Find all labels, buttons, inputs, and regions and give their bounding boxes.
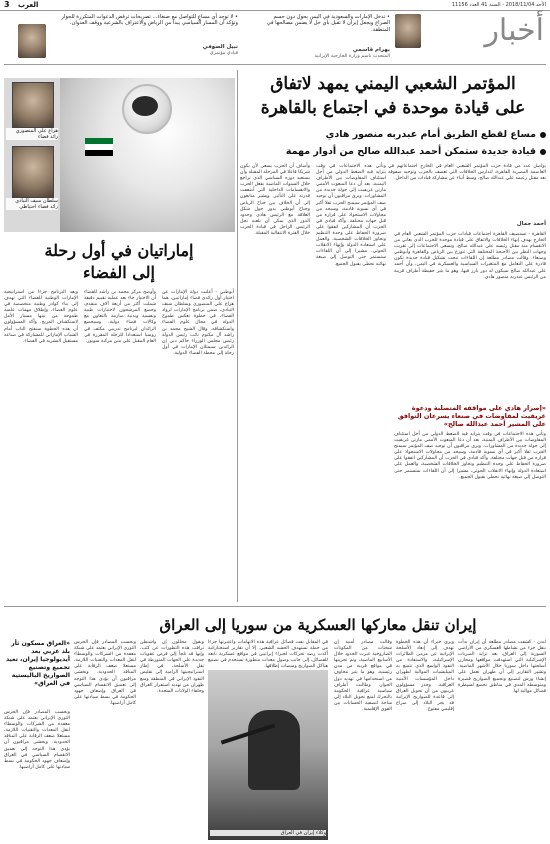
neyadi-portrait bbox=[12, 146, 54, 198]
uae-body-col-3: ويعد البرنامج جزءا من استراتيجية الإمارات الوطنية للفضاء التي تهدف إلى بناء كوادر وطنية متخصصة في علوم الفضاء، وإطلاق مهمات علمية طموحة من بينها مسبار الأمل لاستكشاف المريخ. وأكد المسؤولون أن هذه الخطوة ستفتح الباب أمام الشباب الإماراتي للمشاركة في صناعة مستقبل البشرية في الفضاء. bbox=[4, 290, 78, 344]
sufi-portrait bbox=[18, 24, 46, 58]
qasemi-portrait bbox=[395, 14, 421, 48]
iran-body-col-2: ويرى خبراء أن هذه الخطوة تهدف إلى إبعاد الأسلحة الإيرانية عن مرمى الطائرات الإسرائيلية، والاستفادة من النفوذ الواسع الذي تتمتع به الميليشيات الموالية لطهران داخل المؤسسات الأمنية العراقية. وحذر مسؤولون غربيون من أن تحويل العراق إلى قاعدة للصواريخ الإيرانية قد يجر البلاد إلى صراع إقليمي مفتوح. bbox=[396, 640, 454, 713]
iran-headline: إيران تنقل معاركها العسكرية من سوريا إلى العراق bbox=[159, 616, 477, 634]
uae-headline bbox=[4, 240, 234, 284]
iran-body-col-7: وبحسب المصادر فإن الحرس الثوري الإيراني يعتمد على شبكة معقدة من الشركات والوسطاء لنقل المعدات والتقنيات اللازمة، مستغلا ضعف الرقابة على المنافذ الحدودية. ويخشى مراقبون أن يؤدي هذا التوجه إلى تعميق الانقسام السياسي في العراق وإضعاف جهود الحكومة في بسط سيادتها على كامل أراضيها. bbox=[4, 710, 70, 770]
mansouri-caption: هزاع علي المنصوري رائد فضاء bbox=[6, 128, 58, 140]
quote-sufi-name: نبيل الصوفي bbox=[202, 44, 238, 50]
iran-body-col-3: وقالت مصادر أمنية إن شحنات من المكونات الصاروخية عبرت الحدود خلال الأسابيع الماضية، وتم تخزينها في مواقع قريبة من مدن رئيسية، وهو ما يثير مخاوف من استخدامها في تهديد دول الجوار. وطالبت أطراف سياسية عراقية الحكومة بالتحرك لمنع تحويل البلاد إلى ساحة لتصفية الحسابات بين القوى الإقليمية. bbox=[334, 640, 392, 713]
column-divider bbox=[237, 70, 238, 602]
main-headline-line-1: المؤتمر الشعبي اليمني يمهد لاتفاق bbox=[270, 74, 516, 94]
main-pullquote: «إصرار هادي على مواقفه المتصلبة ودعوة غريفيث لمفاوضات في صنعاء يسرعان التوافق على المشير أحمد عبدالله صالح» bbox=[397, 404, 546, 428]
quote-qasemi-text: • تدخل الإمارات والسعودية في اليمن يحول دون حسم الصراع ويجعل إيران لا تقبل بأي حل لا يضمن مصالحها في المنطقة. bbox=[266, 14, 390, 33]
mansouri-portrait bbox=[12, 82, 54, 128]
main-headline-line-2: على قيادة موحدة في اجتماع بالقاهرة bbox=[260, 98, 526, 118]
main-body-col-3: وأضاف أن الحزب يسعى لأن يكون شريكا فاعلا في المرحلة المقبلة وأن يستعيد دوره السياسي الذي تراجع خلال السنوات الماضية بفعل الحرب والانقسامات الداخلية التي أضعفت قدرته على التأثير. ويشير متابعون إلى أن الخلاف بين جناح الرياض وجناح أبوظبي يدور حول شكل العلاقة مع الرئيس هادي وحدود الدور الذي يمكن أن يلعبه نجل الرئيس الراحل في قيادة الحزب خلال الفترة الانتقالية المقبلة. bbox=[240, 164, 310, 237]
bullet-icon bbox=[540, 149, 546, 155]
subhead-1: مساع لقطع الطريق أمام عبدربه منصور هادي bbox=[240, 128, 546, 141]
iran-body-col-1: لندن - كشفت مصادر مطلعة أن إيران بدأت بنقل جزء من نشاطها العسكري من الأراضي السورية إلى العراق، بعد تزايد الضربات الإسرائيلية التي استهدفت مواقعها ومخازن أسلحتها داخل سوريا خلال الأشهر الماضية. وتشير التقارير إلى أن طهران تعمل على إنشاء ورش لتصنيع وتجميع الصواريخ قصيرة ومتوسطة المدى في مناطق تخضع لسيطرة فصائل موالية لها. bbox=[458, 640, 546, 694]
iran-pullquote: «العراق مسكون ثأر بلد عربي بعد أيديولوجيا إيران، تعيد تجميع وتصنيع الصواريخ الباليستية في العراق» bbox=[5, 640, 70, 687]
mid-divider bbox=[4, 606, 546, 607]
newspaper-logo: العرب bbox=[18, 1, 39, 9]
dateline: الأحد 2018/11/04 - السنة 41 العدد 11156 bbox=[451, 2, 546, 8]
main-body-col-2: وتأتي هذه الاجتماعات في وقت يتزايد فيه الضغط الدولي من أجل استئناف المفاوضات بين الأطراف اليمنية، بعد أن دعا المبعوث الأممي مارتن غريفيث إلى جولة جديدة من المشاورات. ويرى مراقبون أن توحيد صف المؤتمر سيمنح الحزب ثقلا أكبر في أي تسوية قادمة، وسيحد من محاولات الاستحواذ على قراره من قبل جهات مختلفة. وأكد قيادي في الحزب أن المشاركين اتفقوا على ضرورة الحفاظ على وحدة التنظيم وتجاوز الخلافات الشخصية، والعمل على استعادة الدولة وإنهاء الانقلاب الحوثي، مشيرا إلى أن اللقاءات ستستمر حتى التوصل إلى صيغة نهائية تحظى بقبول الجميع. bbox=[315, 164, 386, 267]
main-lead: يواصل عدد من قادة حزب المؤتمر الشعبي العام في الخارج اجتماعاتهم في العاصمة المصرية القاهرة، لتدارس الخلافات التي تعصف بالحزب وتوحيد صفوفه بعد مقتل زعيمه علي عبدالله صالح، وسط أنباء عن مشاركة قيادات من الداخل. bbox=[388, 164, 546, 182]
iran-body-col-5: ويقول محللون إن واشنطن تراقب هذه التطورات عن كثب، وإنها قد تلجأ إلى فرض عقوبات جديدة على الجهات المتورطة في نقل الأسلحة، في إطار استراتيجيتها الرامية إلى تقليص النفوذ الإيراني في المنطقة ومنع طهران من تهديد استقرار العراق وحلفاء الولايات المتحدة. bbox=[140, 640, 204, 694]
quote-sufi-text: • لا توجد أي مساعٍ للتواصل مع صنعاء... تصريحات ترفض الدعوات المتكررة للحوار وتؤكد أن المسار السياسي يبدأ من الرياض والاعتراف بالشرعية ووقف العدوان. bbox=[61, 14, 238, 27]
quote-sufi-role: قيادي مؤتمري bbox=[209, 51, 238, 56]
subhead-2: قيادة جديدة ستمكن أحمد عبدالله صالح من أدوار مهمة bbox=[240, 145, 546, 158]
uae-flag-icon bbox=[85, 138, 113, 156]
uae-headline-line-2: إلى الفضاء bbox=[83, 263, 155, 282]
top-divider bbox=[4, 64, 546, 65]
section-title: أخبار bbox=[484, 13, 544, 48]
iran-body-col-4: في المقابل نفت فصائل عراقية هذه الاتهامات واعتبرتها جزءا من حملة تستهدف الحشد الشعبي. إلا أن تقارير استخباراتية أكدت رصد تحركات لخبراء إيرانيين في مواقع عسكرية تابعة للفصائل، إلى جانب وصول معدات متطورة تستخدم في تصنيع هياكل الصواريخ ومنصات إطلاقها. bbox=[208, 640, 328, 670]
visor-icon bbox=[132, 96, 158, 116]
quote-qasemi-name: بهرام قاسمي bbox=[352, 47, 390, 53]
uae-body-col-2: وأوضح مركز محمد بن راشد للفضاء أن الاختيار جاء بعد عملية تقييم دقيقة شملت أكثر من أربعة آلاف متقدم، وخضع المرشحون لاختبارات طبية ونفسية وبدنية صارمة بالتعاون مع وكالات فضاء دولية. وسيخضع الرائدان لبرنامج تدريبي مكثف في روسيا استعدادا للرحلة المقررة في العام المقبل على متن مركبة سويوز. bbox=[84, 290, 156, 344]
main-headline bbox=[240, 72, 546, 120]
quote-qasemi-role: المتحدث باسم وزارة الخارجية الإيرانية bbox=[314, 54, 390, 59]
uae-headline-line-1: إماراتيان في أول رحلة bbox=[44, 241, 194, 260]
main-byline: أحمد جمال bbox=[516, 221, 546, 227]
masthead-strip bbox=[0, 0, 550, 11]
iran-body-col-6: وبحسب المصادر فإن الحرس الثوري الإيراني يعتمد على شبكة معقدة من الشركات والوسطاء لنقل المعدات والتقنيات اللازمة، مستغلا ضعف الرقابة على المنافذ الحدودية. ويخشى مراقبون أن يؤدي هذا التوجه إلى تعميق الانقسام السياسي في العراق وإضعاف جهود الحكومة في بسط سيادتها على كامل أراضيها. bbox=[74, 640, 136, 706]
neyadi-caption: سلطان سيف النيادي رائد فضاء احتياطي bbox=[6, 198, 58, 210]
iraq-photo-caption: وكلاء إيران في العراق bbox=[210, 830, 326, 836]
main-body-col-1b: وتأتي هذه الاجتماعات في وقت يتزايد فيه الضغط الدولي من أجل استئناف المفاوضات بين الأطراف اليمنية، بعد أن دعا المبعوث الأممي مارتن غريفيث إلى جولة جديدة من المشاورات. ويرى مراقبون أن توحيد صف المؤتمر سيمنح الحزب ثقلا أكبر في أي تسوية قادمة، وسيحد من محاولات الاستحواذ على قراره من قبل جهات مختلفة. وأكد قيادي في الحزب أن المشاركين اتفقوا على ضرورة الحفاظ على وحدة التنظيم وتجاوز الخلافات الشخصية، والعمل على استعادة الدولة وإنهاء الانقلاب الحوثي، مشيرا إلى أن اللقاءات ستستمر حتى التوصل إلى صيغة نهائية تحظى بقبول الجميع. bbox=[394, 432, 546, 480]
uae-body-col-1: أبوظبي - أعلنت دولة الإمارات عن اختيار أول رائدي فضاء إماراتيين، هما هزاع علي المنصوري وسلطان سيف النيادي، ضمن برنامج الإمارات لرواد الفضاء، في خطوة تعكس طموح الدولة في مجال علوم الفضاء واستكشافه. وقال الشيخ محمد بن راشد آل مكتوم نائب رئيس الدولة رئيس مجلس الوزراء حاكم دبي إن الرائدين سيمثلان الإمارات في أول رحلة إلى محطة الفضاء الدولية. bbox=[162, 290, 234, 356]
main-body-col-1: القاهرة - تستضيف القاهرة اجتماعات قيادات حزب المؤتمر الشعبي العام في الخارج بهدف إنهاء الخلافات والاتفاق على قيادة موحدة للحزب الذي يعاني من الانقسام منذ مقتل رئيسه علي عبدالله صالح، وتسعى الاجتماعات إلى تقريب وجهات النظر بين الأجنحة المختلفة التي تتوزع بين الرياض والقاهرة وأبوظبي وصنعاء. وقالت مصادر مطلعة إن اللقاءات تبحث تشكيل قيادة جديدة تكون قادرة على التعامل مع المتغيرات السياسية والعسكرية في اليمن، وأن أحمد علي عبدالله صالح سيكون له دور بارز فيها، وهو ما يثير حفيظة أطراف قريبة من الرئيس عبدربه منصور هادي. bbox=[394, 232, 546, 280]
page-number: 3 bbox=[4, 0, 10, 9]
soldier-figure bbox=[248, 710, 300, 790]
iraq-fighter-photo bbox=[208, 670, 328, 840]
astronaut-photo bbox=[60, 78, 235, 232]
bullet-icon bbox=[540, 132, 546, 138]
